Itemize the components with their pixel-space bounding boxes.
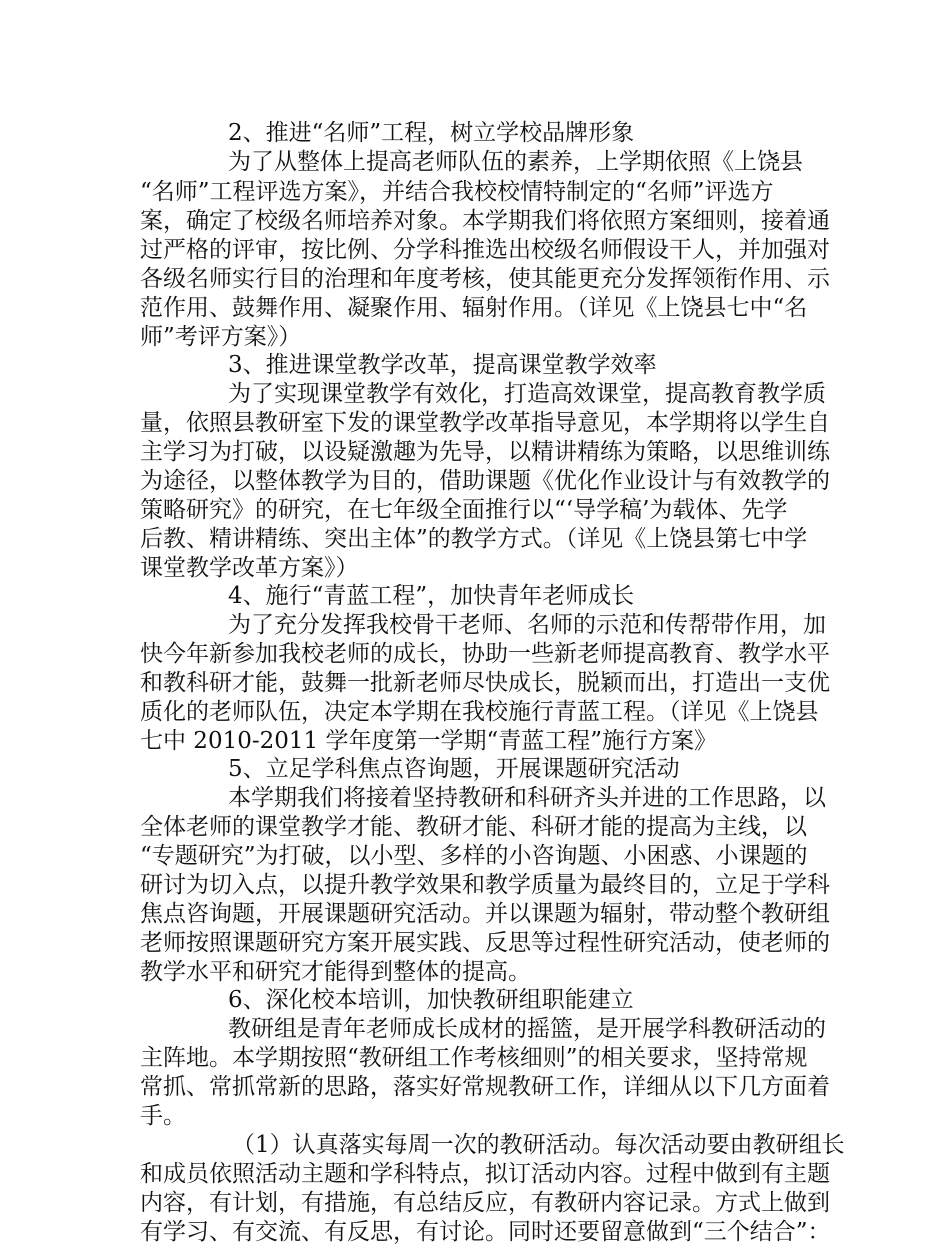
paragraph-line: 质化的老师队伍，决定本学期在我校施行青蓝工程。（详见《上饶县 bbox=[140, 699, 819, 725]
section-heading-5: 5、立足学科焦点咨询题，开展课题研究活动 bbox=[228, 756, 680, 782]
section-heading-4: 4、施行“青蓝工程”，加快青年老师成长 bbox=[228, 583, 635, 609]
paragraph-line: 过严格的评审，按比例、分学科推选出校级名师假设干人，并加强对 bbox=[140, 237, 830, 263]
paragraph-line: 全体老师的课堂教学才能、教研才能、科研才能的提高为主线，以 bbox=[140, 814, 807, 840]
paragraph-line: 各级名师实行目的治理和年度考核，使其能更充分发挥领衔作用、示 bbox=[140, 266, 830, 292]
paragraph-line: 和成员依照活动主题和学科特点，拟订活动内容。过程中做到有主题 bbox=[140, 1161, 830, 1187]
paragraph-line: “专题研究”为打破，以小型、多样的小咨询题、小困惑、小课题的 bbox=[140, 843, 808, 869]
paragraph-line: 有学习、有交流、有反思，有讨论。同时还要留意做到“三个结合”： bbox=[140, 1219, 831, 1245]
paragraph-line: 主学习为打破，以设疑激趣为先导，以精讲精练为策略，以思维训练 bbox=[140, 439, 830, 465]
paragraph-line: 教学水平和研究才能得到整体的提高。 bbox=[140, 959, 531, 985]
paragraph-line: 课堂教学改革方案》） bbox=[140, 555, 359, 581]
paragraph-line: “名师”工程评选方案》，并结合我校校情特制定的“名师”评选方 bbox=[140, 179, 774, 205]
paragraph-line: 为了充分发挥我校骨干老师、名师的示范和传帮带作用，加 bbox=[228, 612, 826, 638]
paragraph-line: 主阵地。本学期按照“教研组工作考核细则”的相关要求，坚持常规 bbox=[140, 1045, 808, 1071]
paragraph-line: 后教、精讲精练、突出主体”的教学方式。（详见《上饶县第七中学 bbox=[140, 526, 808, 552]
section-heading-3: 3、推进课堂教学改革，提高课堂教学效率 bbox=[228, 352, 657, 378]
section-heading-6: 6、深化校本培训，加快教研组职能建立 bbox=[228, 987, 634, 1013]
paragraph-line: 策略研究》的研究，在七年级全面推行以“‘导学稿’为载体、先学 bbox=[140, 497, 788, 523]
paragraph-line: 量，依照县教研室下发的课堂教学改革指导意见，本学期将以学生自 bbox=[140, 410, 830, 436]
paragraph-line: 焦点咨询题，开展课题研究活动。并以课题为辐射，带动整个教研组 bbox=[140, 901, 830, 927]
paragraph-line: 研讨为切入点，以提升教学效果和教学质量为最终目的，立足于学科 bbox=[140, 872, 830, 898]
paragraph-line: 快今年新参加我校老师的成长，协助一些新老师提高教育、教学水平 bbox=[140, 641, 830, 667]
list-item-1: （1）认真落实每周一次的教研活动。每次活动要由教研组长 bbox=[232, 1132, 845, 1158]
section-heading-2: 2、推进“名师”工程，树立学校品牌形象 bbox=[228, 120, 635, 146]
paragraph-line: 七中 2010-2011 学年度第一学期“青蓝工程”施行方案》 bbox=[140, 728, 717, 754]
paragraph-line: 为了实现课堂教学有效化，打造高效课堂，提高教育教学质 bbox=[228, 381, 826, 407]
paragraph-line: 本学期我们将接着坚持教研和科研齐头并进的工作思路，以 bbox=[228, 785, 826, 811]
paragraph-line: 师”考评方案》） bbox=[140, 324, 302, 350]
paragraph-line: 常抓、常抓常新的思路，落实好常规教研工作，详细从以下几方面着 bbox=[140, 1074, 830, 1100]
paragraph-line: 为了从整体上提高老师队伍的素养，上学期依照《上饶县 bbox=[228, 149, 803, 175]
paragraph-line: 为途径，以整体教学为目的，借助课题《优化作业设计与有效教学的 bbox=[140, 468, 830, 494]
paragraph-line: 案，确定了校级名师培养对象。本学期我们将依照方案细则，接着通 bbox=[140, 208, 830, 234]
paragraph-line: 手。 bbox=[140, 1103, 186, 1129]
paragraph-line: 内容，有计划，有措施，有总结反应，有教研内容记录。方式上做到 bbox=[140, 1190, 830, 1216]
paragraph-line: 和教科研才能，鼓舞一批新老师尽快成长，脱颖而出，打造出一支优 bbox=[140, 670, 830, 696]
paragraph-line: 教研组是青年老师成长成材的摇篮，是开展学科教研活动的 bbox=[228, 1016, 826, 1042]
paragraph-line: 老师按照课题研究方案开展实践、反思等过程性研究活动，使老师的 bbox=[140, 930, 830, 956]
paragraph-line: 范作用、鼓舞作用、凝聚作用、辐射作用。（详见《上饶县七中“名 bbox=[140, 295, 808, 321]
